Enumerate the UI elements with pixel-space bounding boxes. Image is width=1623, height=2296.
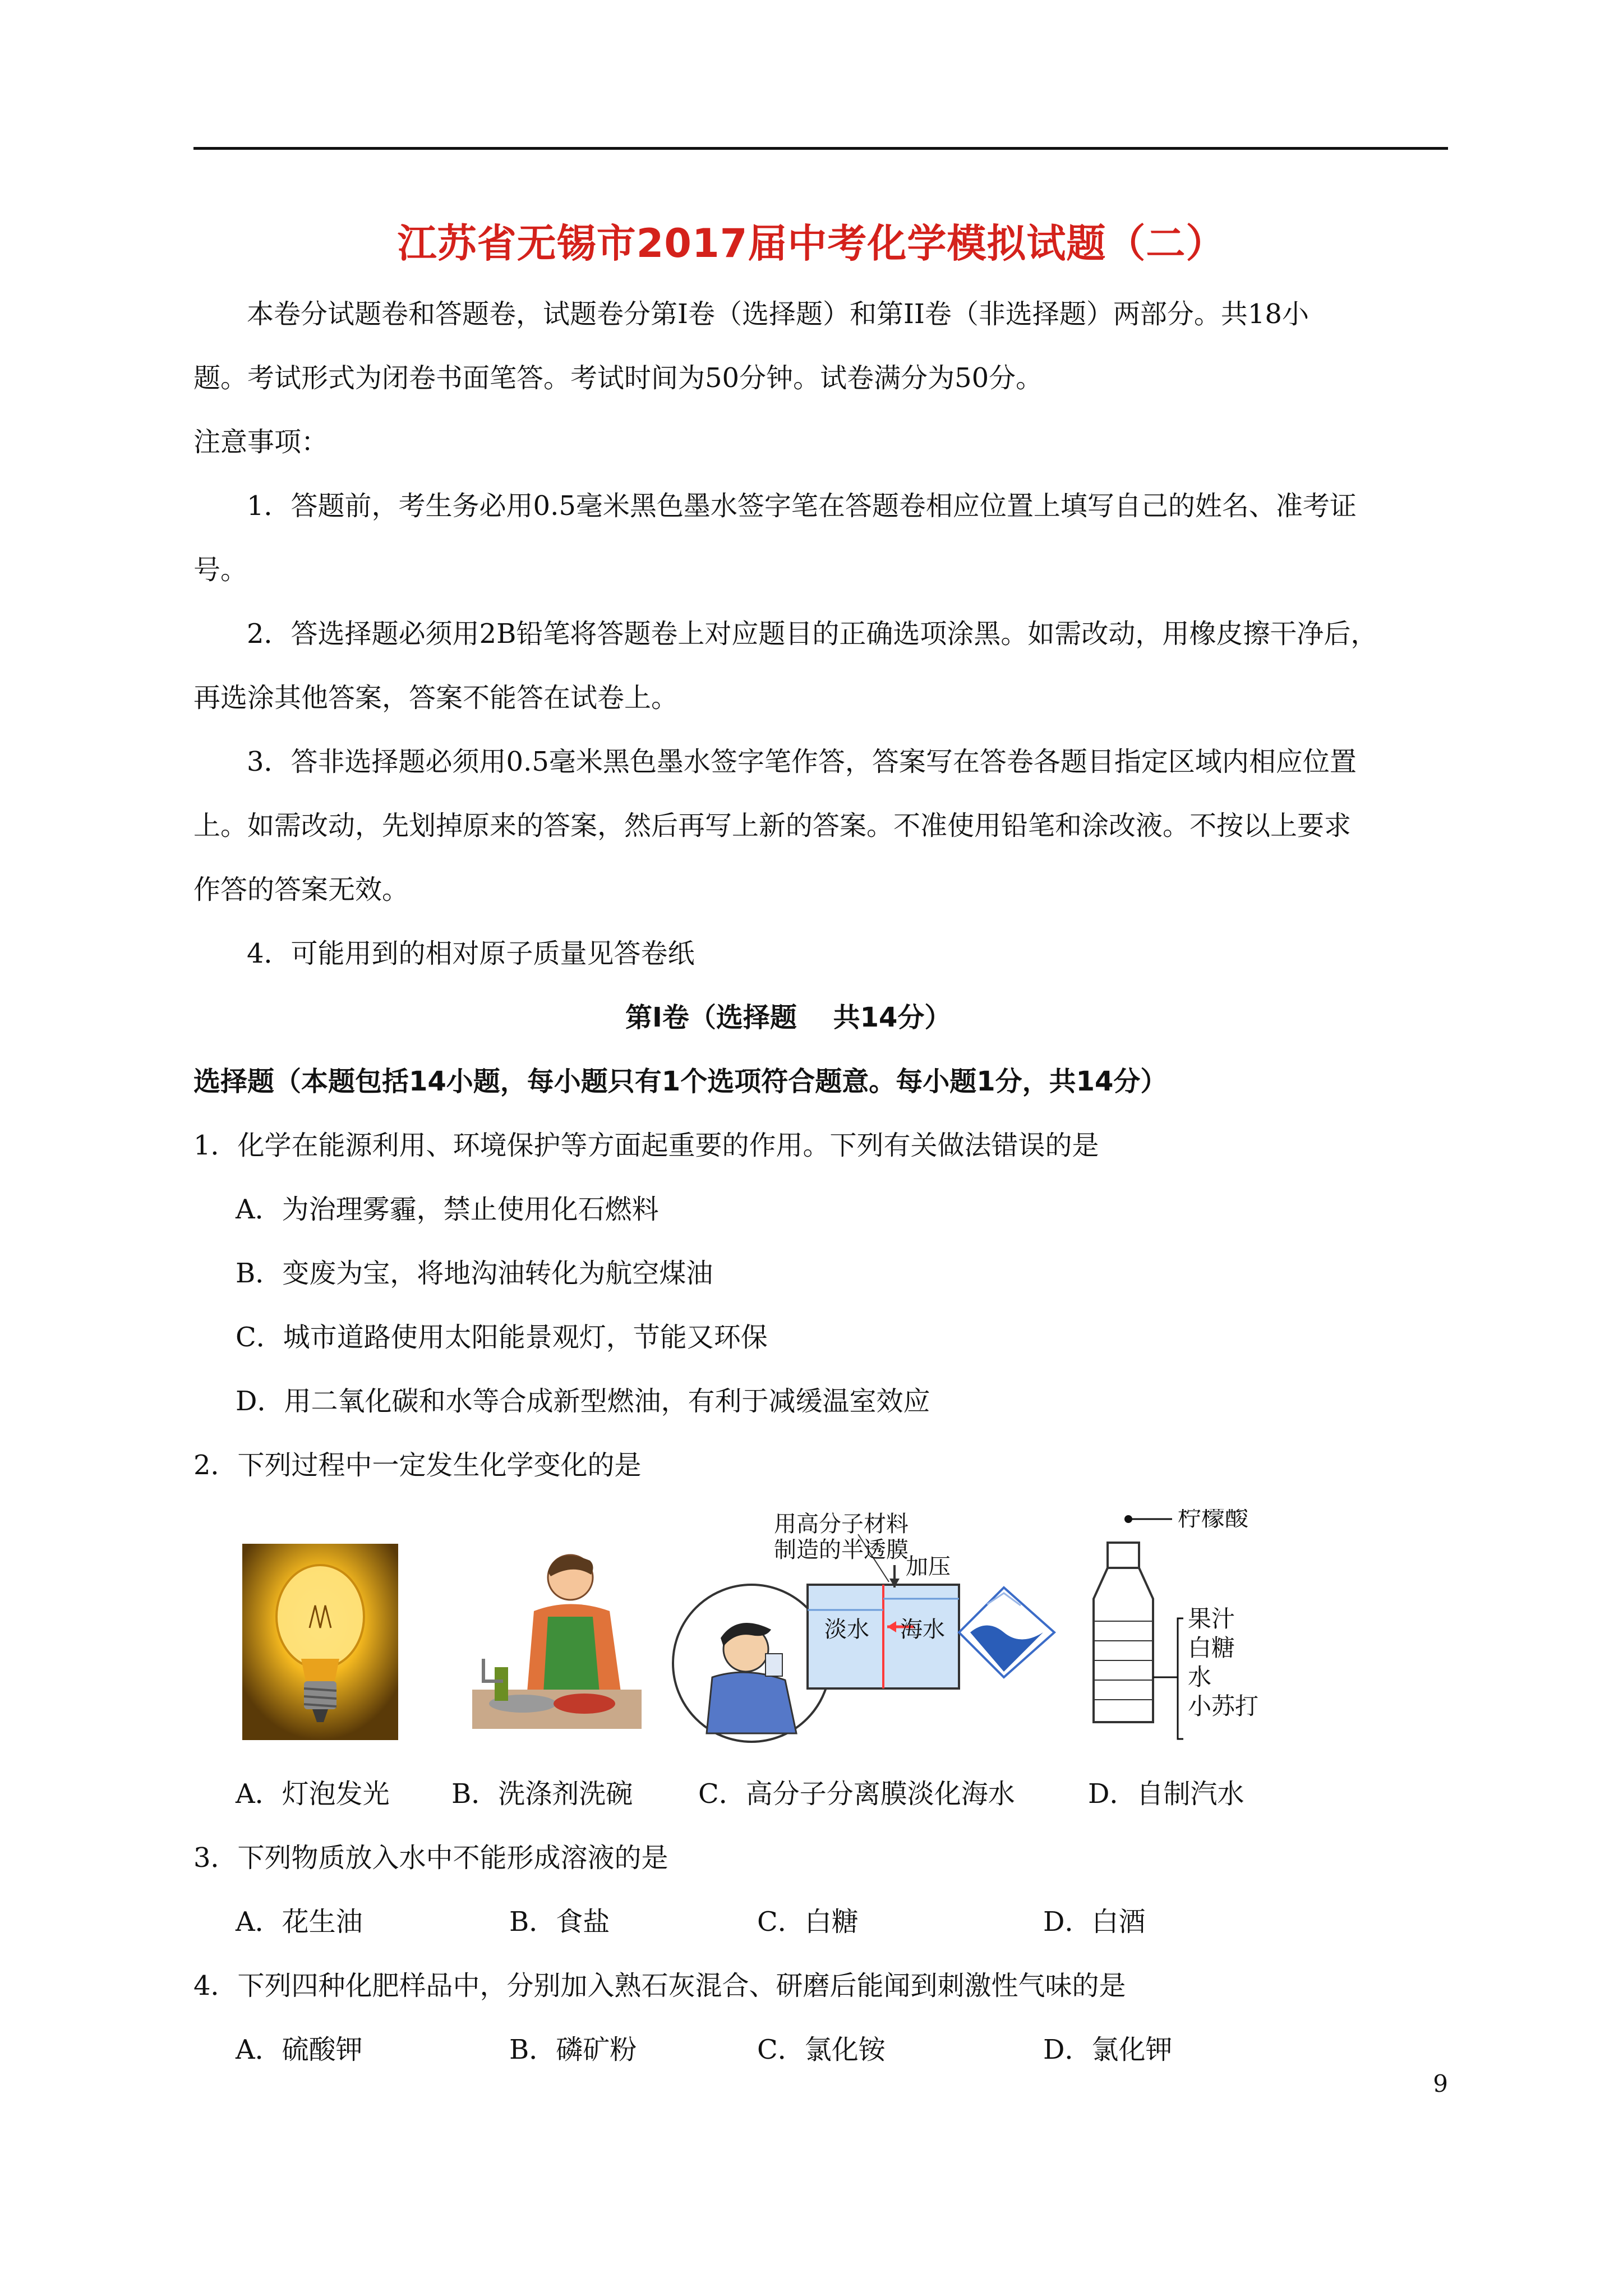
q2-option-a: A．灯泡发光 <box>236 1778 390 1810</box>
note-4: 4．可能用到的相对原子质量见答卷纸 <box>247 938 695 969</box>
note-3-line-3: 作答的答案无效。 <box>193 874 409 905</box>
soda-bottle-diagram <box>1088 1509 1301 1745</box>
membrane-desalination-diagram <box>667 1509 1066 1745</box>
membrane-label-1: 用高分子材料 <box>774 1511 909 1537</box>
part1-instruction: 选择题（本题包括14小题，每小题只有1个选项符合题意。每小题1分，共14分） <box>193 1066 1168 1097</box>
notes-heading: 注意事项： <box>193 426 329 458</box>
note-2-line-2: 再选涂其他答案，答案不能答在试卷上。 <box>193 682 679 714</box>
q3-stem: 3．下列物质放入水中不能形成溶液的是 <box>193 1842 668 1874</box>
sugar-label: 白糖 <box>1188 1634 1235 1662</box>
fresh-water-label: 淡水 <box>824 1617 869 1642</box>
q1-option-b: B．变废为宝，将地沟油转化为航空煤油 <box>236 1258 713 1289</box>
q3-option-d: D．白酒 <box>1043 1906 1146 1938</box>
note-1-line-2: 号。 <box>193 554 248 586</box>
q3-option-b: B．食盐 <box>509 1906 610 1938</box>
membrane-label-2: 制造的半透膜 <box>774 1537 909 1563</box>
q4-stem: 4．下列四种化肥样品中，分别加入熟石灰混合、研磨后能闻到刺激性气味的是 <box>193 1970 1126 2001</box>
pressure-label: 加压 <box>906 1554 951 1580</box>
q1-stem: 1．化学在能源利用、环境保护等方面起重要的作用。下列有关做法错误的是 <box>193 1130 1099 1161</box>
part1-heading: 第Ⅰ卷（选择题 共14分） <box>625 1002 952 1033</box>
q4-option-d: D．氯化钾 <box>1043 2034 1173 2065</box>
page-number: 9 <box>1433 2070 1448 2097</box>
q3-option-a: A．花生油 <box>236 1906 363 1938</box>
q3-option-c: C．白糖 <box>757 1906 859 1938</box>
q2-option-d: D．自制汽水 <box>1088 1778 1244 1810</box>
q4-option-c: C．氯化铵 <box>757 2034 886 2065</box>
q1-option-a: A．为治理雾霾，禁止使用化石燃料 <box>236 1194 659 1225</box>
q1-option-d: D．用二氧化碳和水等合成新型燃油，有利于减缓温室效应 <box>236 1386 930 1417</box>
q4-option-a: A．硫酸钾 <box>236 2034 363 2065</box>
note-2-line-1: 2．答选择题必须用2B铅笔将答题卷上对应题目的正确选项涂黑。如需改动，用橡皮擦干净后， <box>247 618 1378 650</box>
sea-water-label: 海水 <box>900 1617 945 1642</box>
note-3-line-1: 3．答非选择题必须用0.5毫米黑色墨水签字笔作答，答案写在答卷各题目指定区域内相应位置 <box>247 746 1357 777</box>
juice-label: 果汁 <box>1188 1605 1235 1632</box>
intro-line-1: 本卷分试题卷和答题卷，试题卷分第Ⅰ卷（选择题）和第II卷（非选择题）两部分。共18小 <box>247 298 1309 330</box>
light-bulb-image <box>242 1544 398 1740</box>
note-3-line-2: 上。如需改动，先划掉原来的答案，然后再写上新的答案。不准使用铅笔和涂改液。不按以上要求 <box>193 810 1352 841</box>
baking-soda-label: 小苏打 <box>1188 1692 1259 1720</box>
citric-acid-label: 柠檬酸 <box>1178 1509 1249 1531</box>
q2-stem: 2．下列过程中一定发生化学变化的是 <box>193 1450 642 1481</box>
q2-option-b: B．洗涤剂洗碗 <box>451 1778 633 1810</box>
note-1-line-1: 1．答题前，考生务必用0.5毫米黑色墨水签字笔在答题卷相应位置上填写自己的姓名、准考证 <box>247 490 1357 522</box>
q2-option-c: C．高分子分离膜淡化海水 <box>698 1778 1015 1810</box>
q4-option-b: B．磷矿粉 <box>509 2034 637 2065</box>
water-label: 水 <box>1188 1663 1212 1691</box>
intro-line-2: 题。考试形式为闭卷书面笔答。考试时间为50分钟。试卷满分为50分。 <box>193 362 1043 394</box>
washing-dishes-image <box>472 1544 642 1741</box>
header-rule <box>193 147 1448 150</box>
q1-option-c: C．城市道路使用太阳能景观灯，节能又环保 <box>236 1322 768 1353</box>
page-title: 江苏省无锡市2017届中考化学模拟试题（二） <box>397 220 1226 266</box>
